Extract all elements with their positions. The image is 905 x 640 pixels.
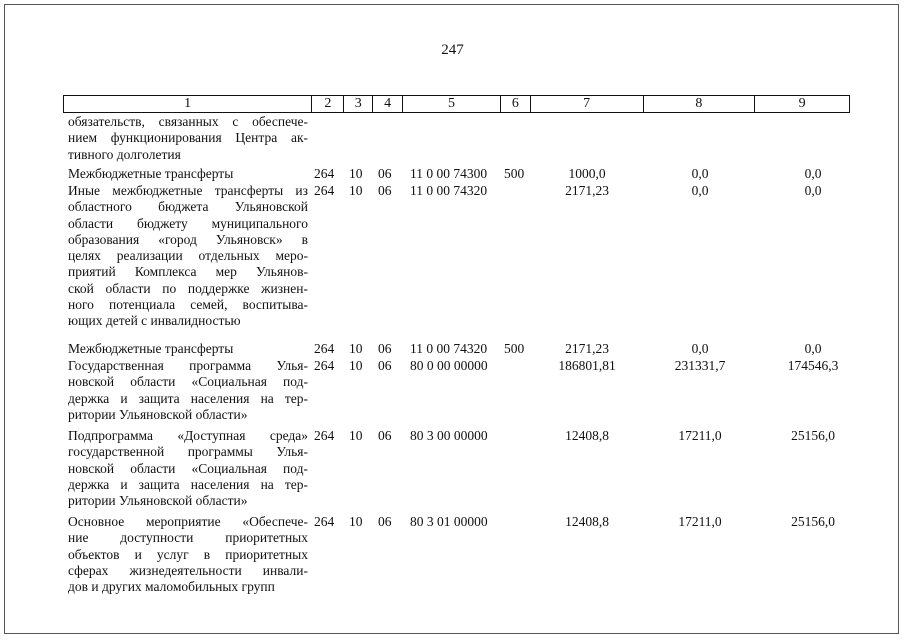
description-line: ного потенциала семей, воспитыва- <box>68 297 308 313</box>
cell-c8: 231331,7 <box>674 358 726 373</box>
cell-c9: 25156,0 <box>791 514 835 529</box>
description-line: приятий Комплекса мер Ульянов- <box>68 264 308 280</box>
description-line: Межбюджетные трансферты <box>68 166 234 181</box>
description-line: Государственная программа Улья- <box>68 358 308 373</box>
cell-c3: 10 <box>349 166 363 181</box>
description-line: ритории Ульяновской области» <box>68 493 248 509</box>
header-col-2: 2 <box>312 96 344 112</box>
cell-c7: 1000,0 <box>568 166 606 181</box>
description-line: целях реализации отдельных меро- <box>68 248 308 264</box>
row-description <box>68 183 308 330</box>
table-header <box>63 95 850 113</box>
description-line: области бюджету муниципального <box>68 215 308 231</box>
description-line: новской области «Социальная под- <box>68 460 308 476</box>
cell-c8: 0,0 <box>691 183 709 198</box>
header-col-8: 8 <box>644 96 756 112</box>
header-col-1: 1 <box>64 96 312 112</box>
cell-c5: 80 3 01 00000 <box>410 514 488 529</box>
description-line: сферах жизнедеятельности инвали- <box>68 562 308 578</box>
description-line: обязательств, связанных с обеспече- <box>68 114 308 129</box>
cell-c7: 12408,8 <box>565 428 609 443</box>
description-line: Основное мероприятие «Обеспече- <box>68 514 308 529</box>
cell-c2: 264 <box>314 514 335 529</box>
cell-c5: 80 3 00 00000 <box>410 428 488 443</box>
cell-c6: 500 <box>504 341 525 356</box>
cell-c5: 80 0 00 00000 <box>410 358 488 373</box>
description-line: объектов и услуг в приоритетных <box>68 546 308 562</box>
row-description <box>68 114 308 163</box>
description-line: ющих детей с инвалидностью <box>68 313 241 329</box>
cell-c9: 0,0 <box>804 341 822 356</box>
cell-c8: 0,0 <box>691 166 709 181</box>
cell-c3: 10 <box>349 514 363 529</box>
cell-c7: 2171,23 <box>565 183 609 198</box>
description-line: держка и защита населения на тер- <box>68 476 308 492</box>
cell-c2: 264 <box>314 341 335 356</box>
cell-c4: 06 <box>378 428 392 443</box>
cell-c4: 06 <box>378 514 392 529</box>
row-description <box>68 166 308 182</box>
description-line: ской области по поддержке жизнен- <box>68 280 308 296</box>
header-col-9: 9 <box>798 96 806 111</box>
cell-c9: 174546,3 <box>787 358 839 373</box>
cell-c9: 0,0 <box>804 166 822 181</box>
cell-c8: 0,0 <box>691 341 709 356</box>
cell-c6: 500 <box>504 166 525 181</box>
row-description <box>68 358 308 423</box>
cell-c7: 186801,81 <box>558 358 616 373</box>
cell-c5: 11 0 00 74300 <box>410 166 488 181</box>
description-line: дов и других маломобильных групп <box>68 579 275 595</box>
description-line: тивного долголетия <box>68 146 181 162</box>
description-line: Подпрограмма «Доступная среда» <box>68 428 308 443</box>
cell-c3: 10 <box>349 183 363 198</box>
header-col-4: 4 <box>373 96 403 112</box>
description-line: ние доступности приоритетных <box>68 530 308 546</box>
cell-c7: 12408,8 <box>565 514 609 529</box>
header-col-5: 5 <box>403 96 501 112</box>
description-line: ритории Ульяновской области» <box>68 406 248 422</box>
cell-c2: 264 <box>314 358 335 373</box>
cell-c3: 10 <box>349 428 363 443</box>
cell-c5: 11 0 00 74320 <box>410 341 488 356</box>
description-line: держка и защита населения на тер- <box>68 390 308 406</box>
description-line: областного бюджета Ульяновской <box>68 199 308 215</box>
header-col-6: 6 <box>501 96 531 112</box>
header-col-7: 7 <box>531 96 644 112</box>
description-line: государственной программы Улья- <box>68 444 308 460</box>
cell-c7: 2171,23 <box>565 341 609 356</box>
cell-c2: 264 <box>314 183 335 198</box>
cell-c4: 06 <box>378 341 392 356</box>
header-col-3: 3 <box>344 96 373 112</box>
description-line: новской области «Социальная под- <box>68 374 308 390</box>
cell-c3: 10 <box>349 341 363 356</box>
cell-c9: 0,0 <box>804 183 822 198</box>
cell-c2: 264 <box>314 166 335 181</box>
row-description <box>68 341 308 357</box>
description-line: Иные межбюджетные трансферты из <box>68 183 308 198</box>
description-line: нием функционирования Центра ак- <box>68 130 308 146</box>
cell-c2: 264 <box>314 428 335 443</box>
description-line: образования «город Ульяновск» в <box>68 231 308 247</box>
row-description <box>68 428 308 509</box>
cell-c4: 06 <box>378 166 392 181</box>
cell-c8: 17211,0 <box>678 514 722 529</box>
cell-c4: 06 <box>378 358 392 373</box>
cell-c5: 11 0 00 74320 <box>410 183 488 198</box>
cell-c4: 06 <box>378 183 392 198</box>
description-line: Межбюджетные трансферты <box>68 341 234 356</box>
cell-c3: 10 <box>349 358 363 373</box>
row-description <box>68 514 308 595</box>
page-number: 247 <box>441 42 464 58</box>
cell-c9: 25156,0 <box>791 428 835 443</box>
cell-c8: 17211,0 <box>678 428 722 443</box>
